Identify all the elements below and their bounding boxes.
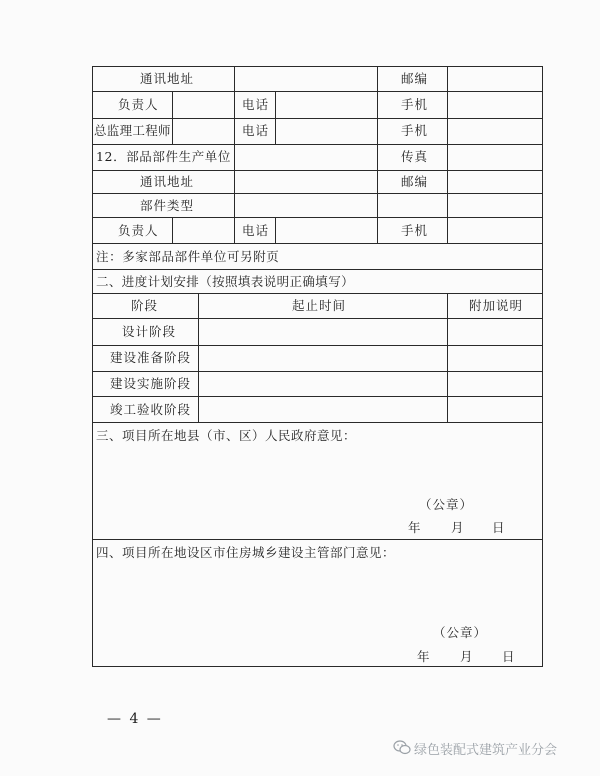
table-line [92,193,543,194]
city-month: 月 [460,649,474,664]
table-line [234,144,235,217]
county-opinion-title: 三、项目所在地县（市、区）人民政府意见： [96,428,357,443]
manufacturer-title: 12．部品部件生产单位 [96,149,232,164]
table-line [198,293,199,422]
city-opinion-title: 四、项目所在地设区市住房城乡建设主管部门意见： [96,545,396,560]
table-line [92,293,543,294]
schedule-stage: 建设实施阶段 [110,376,192,391]
table-line [447,144,448,217]
table-line [447,66,448,91]
postcode-label: 邮编 [401,71,429,86]
schedule-title: 二、进度计划安排（按照填表说明正确填写） [96,274,355,289]
table-line [92,318,543,319]
table-line [234,66,235,91]
table-line [92,66,543,67]
table-line [92,269,543,270]
postcode-label: 邮编 [401,174,429,189]
table-line [275,91,276,144]
schedule-stage: 建设准备阶段 [110,350,192,365]
schedule-header-period: 起止时间 [292,298,347,313]
city-day: 日 [502,649,516,664]
table-line [172,217,173,243]
table-line [92,396,543,397]
address-label: 通讯地址 [140,174,195,189]
table-line [92,371,543,372]
responsible-label: 负责人 [118,97,159,112]
responsible-label: 负责人 [118,223,159,238]
city-seal: （公章） [433,625,488,640]
mobile-label: 手机 [401,97,429,112]
watermark-text: 绿色装配式建筑产业分会 [414,743,558,758]
schedule-stage: 竣工验收阶段 [110,402,192,417]
table-line [275,217,276,243]
mobile-label: 手机 [401,123,429,138]
table-line [92,345,543,346]
county-month: 月 [451,520,465,535]
fax-label: 传真 [401,149,429,164]
city-year: 年 [417,649,431,664]
table-line [92,118,543,119]
table-line [234,217,235,243]
phone-label: 电话 [242,97,270,112]
schedule-stage: 设计阶段 [122,324,177,339]
table-line [92,422,543,423]
table-line [542,66,543,667]
mobile-label: 手机 [401,223,429,238]
table-line [92,144,543,145]
table-line [92,539,543,540]
county-day: 日 [492,520,506,535]
table-line [92,66,93,667]
table-line [92,91,543,92]
schedule-header-stage: 阶段 [131,298,159,313]
table-line [92,217,543,218]
schedule-header-notes: 附加说明 [469,298,524,313]
table-line [172,91,173,144]
table-line [377,144,378,217]
table-line [377,91,378,144]
manufacturer-note: 注：多家部品部件单位可另附页 [96,249,280,264]
table-line [447,293,448,422]
component-type-label: 部件类型 [140,198,195,213]
wechat-icon [393,740,411,755]
table-line [377,66,378,91]
table-line [234,91,235,144]
table-line [92,666,543,667]
county-seal: （公章） [419,497,474,512]
phone-label: 电话 [242,223,270,238]
page-number: — 4 — [107,711,163,727]
table-line [377,217,378,243]
table-line [447,91,448,144]
table-line [447,217,448,243]
table-line [92,170,543,171]
chief-engineer-label: 总监理工程师 [94,123,171,138]
table-line [92,243,543,244]
address-label: 通讯地址 [140,71,195,86]
county-year: 年 [408,520,422,535]
phone-label: 电话 [242,123,270,138]
